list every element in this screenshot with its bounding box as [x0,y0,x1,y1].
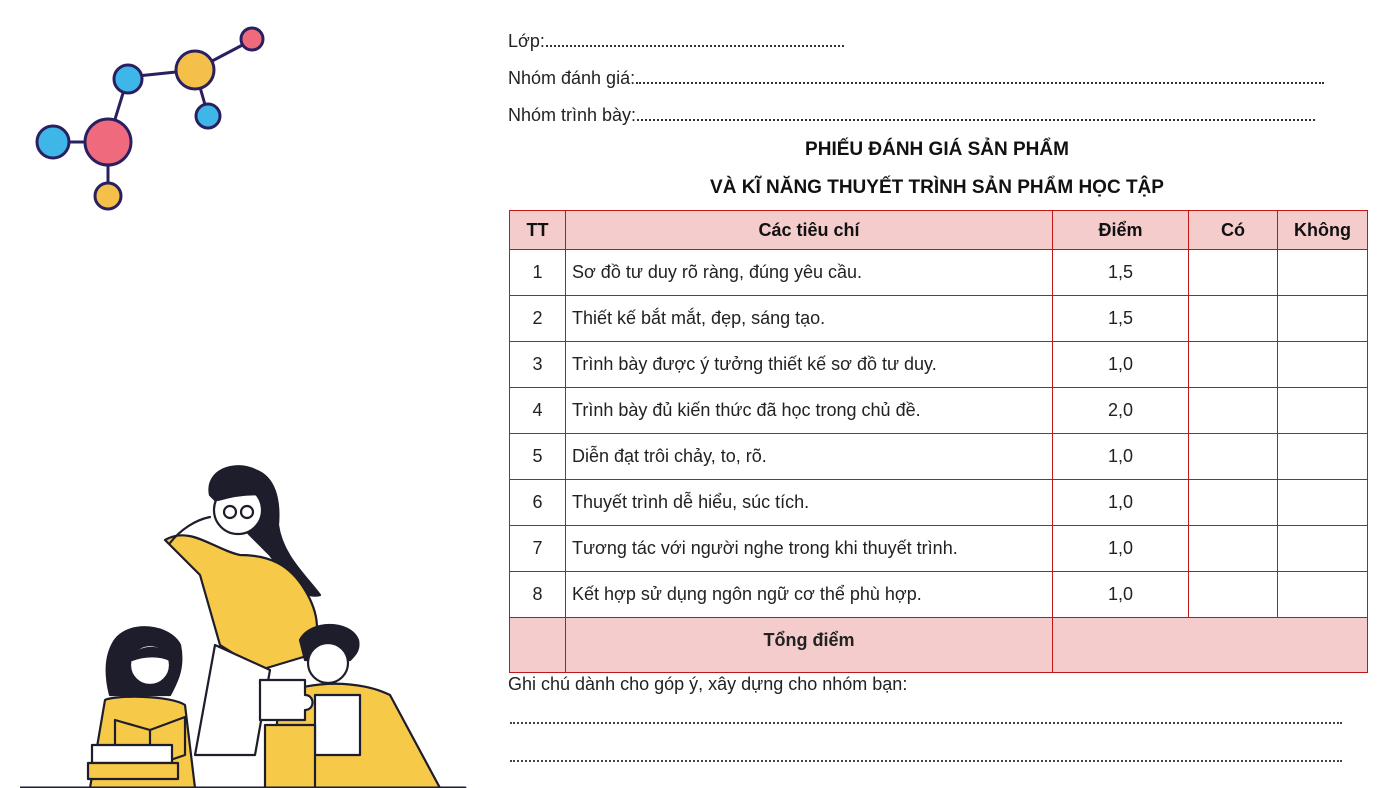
presenting-group-label: Nhóm trình bày: [508,105,637,125]
row-yes-cell[interactable] [1189,572,1278,618]
row-points: 1,0 [1053,480,1189,526]
row-no-cell[interactable] [1278,296,1368,342]
row-points: 2,0 [1053,388,1189,434]
row-number: 4 [510,388,566,434]
header-tt: TT [510,211,566,250]
presenting-group-blank[interactable] [637,105,1315,121]
row-no-cell[interactable] [1278,572,1368,618]
table-row [510,572,1368,618]
table-row [510,250,1368,296]
presenting-group-field [508,104,1315,126]
row-criteria: Kết hợp sử dụng ngôn ngữ cơ thể phù hợp. [566,572,1053,618]
row-no-cell[interactable] [1278,388,1368,434]
note-line-2[interactable] [510,760,1342,762]
molecule-icon [20,20,280,220]
class-field-blank[interactable] [546,31,844,47]
page-title-line-2: VÀ KĨ NĂNG THUYẾT TRÌNH SẢN PHẨM HỌC TẬP [710,177,1164,198]
evaluating-group-label: Nhóm đánh giá: [508,68,636,88]
row-points: 1,5 [1053,250,1189,296]
row-no-cell[interactable] [1278,250,1368,296]
row-yes-cell[interactable] [1189,296,1278,342]
row-criteria: Tương tác với người nghe trong khi thuyết trình. [566,526,1053,572]
row-points: 1,0 [1053,434,1189,480]
row-yes-cell[interactable] [1189,342,1278,388]
row-yes-cell[interactable] [1189,526,1278,572]
row-number: 7 [510,526,566,572]
header-yes: Có [1189,211,1278,250]
header-points: Điểm [1053,211,1189,250]
row-no-cell[interactable] [1278,434,1368,480]
table-row [510,480,1368,526]
table-row [510,526,1368,572]
row-no-cell[interactable] [1278,480,1368,526]
people-learning-illustration [20,455,470,788]
row-number: 2 [510,296,566,342]
row-points: 1,0 [1053,572,1189,618]
row-yes-cell[interactable] [1189,434,1278,480]
total-value-cell[interactable] [1053,618,1368,673]
note-label: Ghi chú dành cho góp ý, xây dựng cho nhóm bạn: [508,674,908,694]
row-points: 1,0 [1053,342,1189,388]
note-line-1[interactable] [510,722,1342,724]
total-label: Tổng điểm [566,618,1053,673]
total-row [510,618,1368,673]
table-header-row [510,211,1368,250]
row-number: 8 [510,572,566,618]
row-no-cell[interactable] [1278,526,1368,572]
class-field-label: Lớp: [508,31,545,51]
header-criteria: Các tiêu chí [566,211,1053,250]
table-row [510,388,1368,434]
evaluation-table [509,210,1368,673]
row-criteria: Sơ đồ tư duy rõ ràng, đúng yêu cầu. [566,250,1053,296]
evaluating-group-blank[interactable] [636,68,1324,84]
row-number: 6 [510,480,566,526]
class-field [508,30,844,52]
row-points: 1,5 [1053,296,1189,342]
page-title-line-1: PHIẾU ĐÁNH GIÁ SẢN PHẨM [805,139,1069,160]
evaluating-group-field [508,67,1324,89]
total-tt-cell [510,618,566,673]
row-number: 1 [510,250,566,296]
table-row [510,296,1368,342]
row-yes-cell[interactable] [1189,388,1278,434]
row-points: 1,0 [1053,526,1189,572]
table-row [510,342,1368,388]
row-no-cell[interactable] [1278,342,1368,388]
row-yes-cell[interactable] [1189,480,1278,526]
row-criteria: Trình bày đủ kiến thức đã học trong chủ đề. [566,388,1053,434]
row-number: 3 [510,342,566,388]
row-criteria: Diễn đạt trôi chảy, to, rõ. [566,434,1053,480]
row-criteria: Trình bày được ý tưởng thiết kế sơ đồ tư duy. [566,342,1053,388]
header-no: Không [1278,211,1368,250]
row-criteria: Thuyết trình dễ hiểu, súc tích. [566,480,1053,526]
row-number: 5 [510,434,566,480]
row-criteria: Thiết kế bắt mắt, đẹp, sáng tạo. [566,296,1053,342]
table-row [510,434,1368,480]
row-yes-cell[interactable] [1189,250,1278,296]
